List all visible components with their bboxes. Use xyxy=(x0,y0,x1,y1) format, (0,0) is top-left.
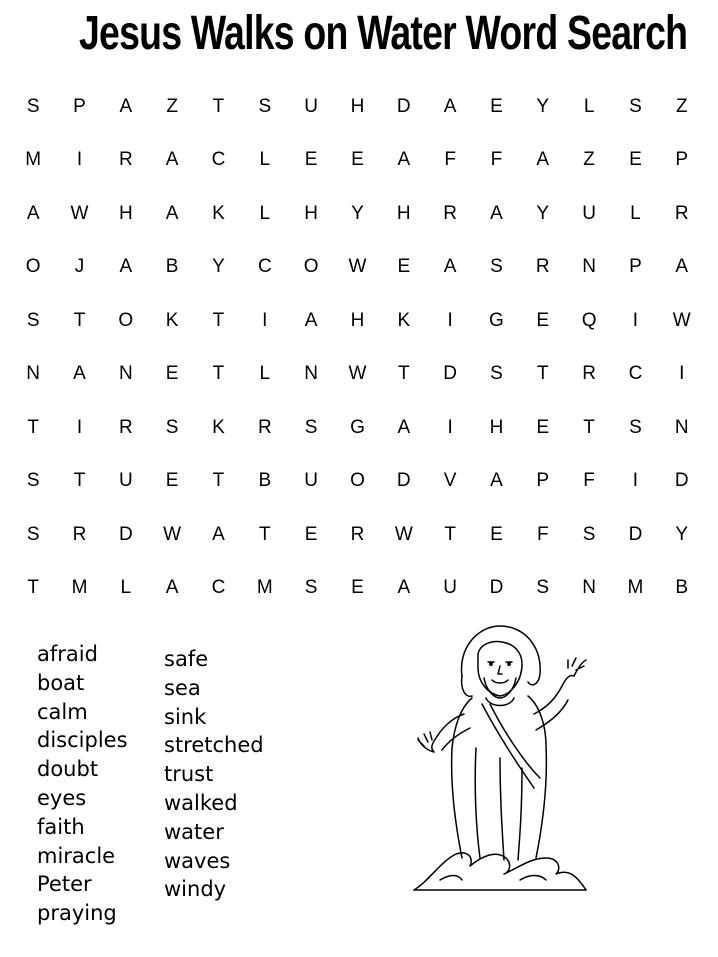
grid-letter: E xyxy=(165,470,179,492)
grid-letter: S xyxy=(165,416,179,438)
grid-row xyxy=(10,508,705,562)
grid-letter: K xyxy=(212,202,225,224)
word-list-item: sink xyxy=(164,704,207,729)
word-list-column-1 xyxy=(37,640,128,928)
grid-letter: T xyxy=(73,470,86,492)
grid-letter: P xyxy=(536,470,550,492)
grid-letter: L xyxy=(630,202,641,224)
grid-letter: E xyxy=(490,523,503,545)
grid-letter: W xyxy=(394,523,413,545)
grid-letter: D xyxy=(628,523,643,545)
grid-row xyxy=(10,455,705,509)
word-list-column-2 xyxy=(164,645,264,904)
grid-letter: G xyxy=(489,309,504,331)
grid-letter: T xyxy=(259,523,271,545)
grid-letter: P xyxy=(629,256,642,278)
grid-letter: I xyxy=(76,149,83,171)
grid-letter: A xyxy=(26,202,40,224)
grid-letter: H xyxy=(396,202,411,224)
word-list-item: stretched xyxy=(164,733,264,758)
word-list-item: sea xyxy=(164,675,201,700)
grid-letter: M xyxy=(627,577,644,599)
jesus-on-waves-icon xyxy=(400,618,600,898)
grid-letter: C xyxy=(628,363,643,385)
grid-letter: A xyxy=(490,202,503,224)
word-list-item: disciples xyxy=(37,728,128,753)
grid-letter: Z xyxy=(583,149,595,171)
word-list-item: windy xyxy=(164,877,227,902)
grid-letter: A xyxy=(443,95,457,117)
grid-letter: F xyxy=(444,149,456,171)
grid-letter: S xyxy=(26,309,40,331)
grid-letter: T xyxy=(27,577,39,599)
grid-letter: U xyxy=(443,577,457,599)
grid-letter: R xyxy=(257,416,272,438)
grid-letter: I xyxy=(447,416,453,438)
grid-letter: O xyxy=(118,309,134,331)
grid-letter: T xyxy=(444,523,456,545)
grid-letter: Y xyxy=(536,95,550,117)
grid-letter: Q xyxy=(581,309,597,331)
grid-letter: S xyxy=(304,577,318,599)
grid-letter: M xyxy=(25,149,42,171)
grid-letter: A xyxy=(73,363,86,385)
grid-row xyxy=(10,187,705,241)
grid-letter: N xyxy=(304,363,318,385)
grid-letter: A xyxy=(304,309,318,331)
grid-letter: A xyxy=(397,416,411,438)
grid-letter: S xyxy=(490,256,503,278)
grid-letter: D xyxy=(489,577,504,599)
grid-row xyxy=(10,401,705,455)
grid-letter: A xyxy=(119,95,133,117)
grid-letter: D xyxy=(396,95,411,117)
grid-letter: L xyxy=(259,149,271,171)
grid-letter: S xyxy=(304,416,318,438)
page-title: Jesus Walks on Water Word Search xyxy=(78,7,688,60)
grid-letter: G xyxy=(350,416,365,438)
grid-letter: C xyxy=(211,149,226,171)
grid-row xyxy=(10,562,705,616)
grid-letter: R xyxy=(72,523,87,545)
grid-letter: Y xyxy=(536,202,550,224)
grid-letter: I xyxy=(632,470,639,492)
grid-letter: O xyxy=(25,256,41,278)
grid-letter: C xyxy=(257,256,272,278)
grid-letter: S xyxy=(26,95,40,117)
grid-letter: Z xyxy=(166,95,178,117)
grid-letter: W xyxy=(348,256,367,278)
grid-letter: A xyxy=(397,149,411,171)
word-list-item: miracle xyxy=(37,843,116,868)
grid-letter: E xyxy=(397,256,411,278)
grid-letter: H xyxy=(350,95,365,117)
grid-letter: A xyxy=(397,577,411,599)
grid-letter: B xyxy=(258,470,272,492)
grid-letter: Y xyxy=(675,523,689,545)
grid-letter: T xyxy=(212,363,225,385)
grid-letter: Y xyxy=(212,256,225,278)
grid-letter: K xyxy=(165,309,179,331)
grid-letter: A xyxy=(165,202,179,224)
grid-letter: T xyxy=(212,309,225,331)
grid-letter: I xyxy=(632,309,639,331)
word-list-item: faith xyxy=(37,814,85,839)
grid-letter: E xyxy=(536,309,550,331)
grid-letter: S xyxy=(536,577,550,599)
grid-letter: N xyxy=(118,363,133,385)
grid-letter: F xyxy=(490,149,503,171)
letter-grid xyxy=(10,80,705,615)
grid-letter: F xyxy=(583,470,595,492)
grid-row xyxy=(10,241,705,295)
grid-letter: E xyxy=(536,416,550,438)
grid-letter: T xyxy=(536,363,549,385)
grid-letter: A xyxy=(119,256,133,278)
grid-letter: H xyxy=(118,202,133,224)
grid-letter: R xyxy=(118,416,133,438)
grid-letter: A xyxy=(212,523,225,545)
grid-letter: S xyxy=(26,470,40,492)
grid-letter: E xyxy=(490,95,503,117)
grid-letter: R xyxy=(535,256,550,278)
grid-letter: B xyxy=(165,256,179,278)
grid-letter: V xyxy=(443,470,457,492)
word-list-item: Peter xyxy=(37,872,92,897)
grid-letter: K xyxy=(212,416,225,438)
grid-letter: R xyxy=(443,202,457,224)
grid-letter: S xyxy=(26,523,40,545)
grid-letter: H xyxy=(304,202,318,224)
grid-letter: R xyxy=(350,523,365,545)
word-list-item: boat xyxy=(37,670,85,695)
grid-row xyxy=(10,134,705,188)
grid-letter: W xyxy=(672,309,691,331)
grid-letter: L xyxy=(259,202,271,224)
grid-letter: B xyxy=(675,577,689,599)
grid-letter: U xyxy=(304,470,318,492)
grid-letter: A xyxy=(165,149,179,171)
grid-letter: R xyxy=(118,149,133,171)
grid-letter: Y xyxy=(351,202,364,224)
grid-letter: C xyxy=(211,577,226,599)
grid-letter: R xyxy=(674,202,689,224)
grid-letter: M xyxy=(71,577,88,599)
grid-letter: F xyxy=(536,523,549,545)
grid-letter: K xyxy=(397,309,411,331)
word-list-item: doubt xyxy=(37,757,99,782)
grid-row xyxy=(10,348,705,402)
grid-letter: H xyxy=(489,416,504,438)
word-list-item: afraid xyxy=(37,642,98,666)
word-list-item: praying xyxy=(37,901,117,926)
grid-letter: E xyxy=(351,577,364,599)
grid-letter: A xyxy=(675,256,689,278)
grid-letter: L xyxy=(259,363,271,385)
grid-letter: S xyxy=(629,416,642,438)
grid-letter: J xyxy=(74,256,85,278)
word-list-item: calm xyxy=(37,699,88,724)
grid-letter: P xyxy=(675,149,689,171)
grid-row xyxy=(10,294,705,348)
grid-letter: A xyxy=(536,149,550,171)
grid-letter: T xyxy=(212,470,225,492)
grid-letter: S xyxy=(629,95,642,117)
word-list-item: walked xyxy=(164,790,238,815)
word-list-item: waves xyxy=(164,848,231,873)
grid-letter: E xyxy=(351,149,364,171)
grid-letter: I xyxy=(76,416,83,438)
grid-letter: W xyxy=(348,363,367,385)
grid-letter: E xyxy=(304,149,318,171)
grid-letter: T xyxy=(27,416,39,438)
grid-letter: E xyxy=(304,523,318,545)
grid-letter: O xyxy=(303,256,319,278)
grid-letter: W xyxy=(163,523,182,545)
word-list-item: water xyxy=(164,819,224,844)
grid-letter: N xyxy=(674,416,689,438)
grid-letter: N xyxy=(582,577,596,599)
grid-letter: I xyxy=(679,363,685,385)
grid-letter: D xyxy=(118,523,133,545)
grid-letter: U xyxy=(304,95,318,117)
grid-letter: D xyxy=(674,470,689,492)
grid-letter: N xyxy=(582,256,596,278)
grid-letter: D xyxy=(443,363,457,385)
grid-letter: W xyxy=(70,202,89,224)
word-list-item: trust xyxy=(164,762,214,787)
grid-letter: L xyxy=(583,95,595,117)
grid-letter: S xyxy=(582,523,596,545)
grid-letter: R xyxy=(582,363,596,385)
grid-letter: A xyxy=(443,256,457,278)
grid-letter: O xyxy=(350,470,365,492)
grid-letter: A xyxy=(165,577,179,599)
grid-letter: T xyxy=(397,363,410,385)
grid-letter: S xyxy=(490,363,503,385)
grid-letter: U xyxy=(118,470,133,492)
grid-letter: I xyxy=(262,309,268,331)
grid-letter: I xyxy=(447,309,453,331)
grid-letter: U xyxy=(582,202,596,224)
grid-letter: N xyxy=(26,363,41,385)
word-list-item: eyes xyxy=(37,785,87,810)
grid-letter: M xyxy=(256,577,273,599)
grid-letter: P xyxy=(73,95,86,117)
grid-letter: D xyxy=(396,470,411,492)
grid-letter: A xyxy=(490,470,503,492)
grid-letter: H xyxy=(350,309,365,331)
grid-letter: S xyxy=(258,95,272,117)
grid-letter: T xyxy=(583,416,595,438)
grid-letter: L xyxy=(120,577,132,599)
grid-letter: T xyxy=(212,95,225,117)
grid-row xyxy=(10,80,705,134)
grid-letter: T xyxy=(73,309,86,331)
grid-letter: Z xyxy=(675,95,688,117)
word-list-item: safe xyxy=(164,647,209,671)
grid-letter: E xyxy=(165,363,179,385)
grid-letter: E xyxy=(629,149,642,171)
